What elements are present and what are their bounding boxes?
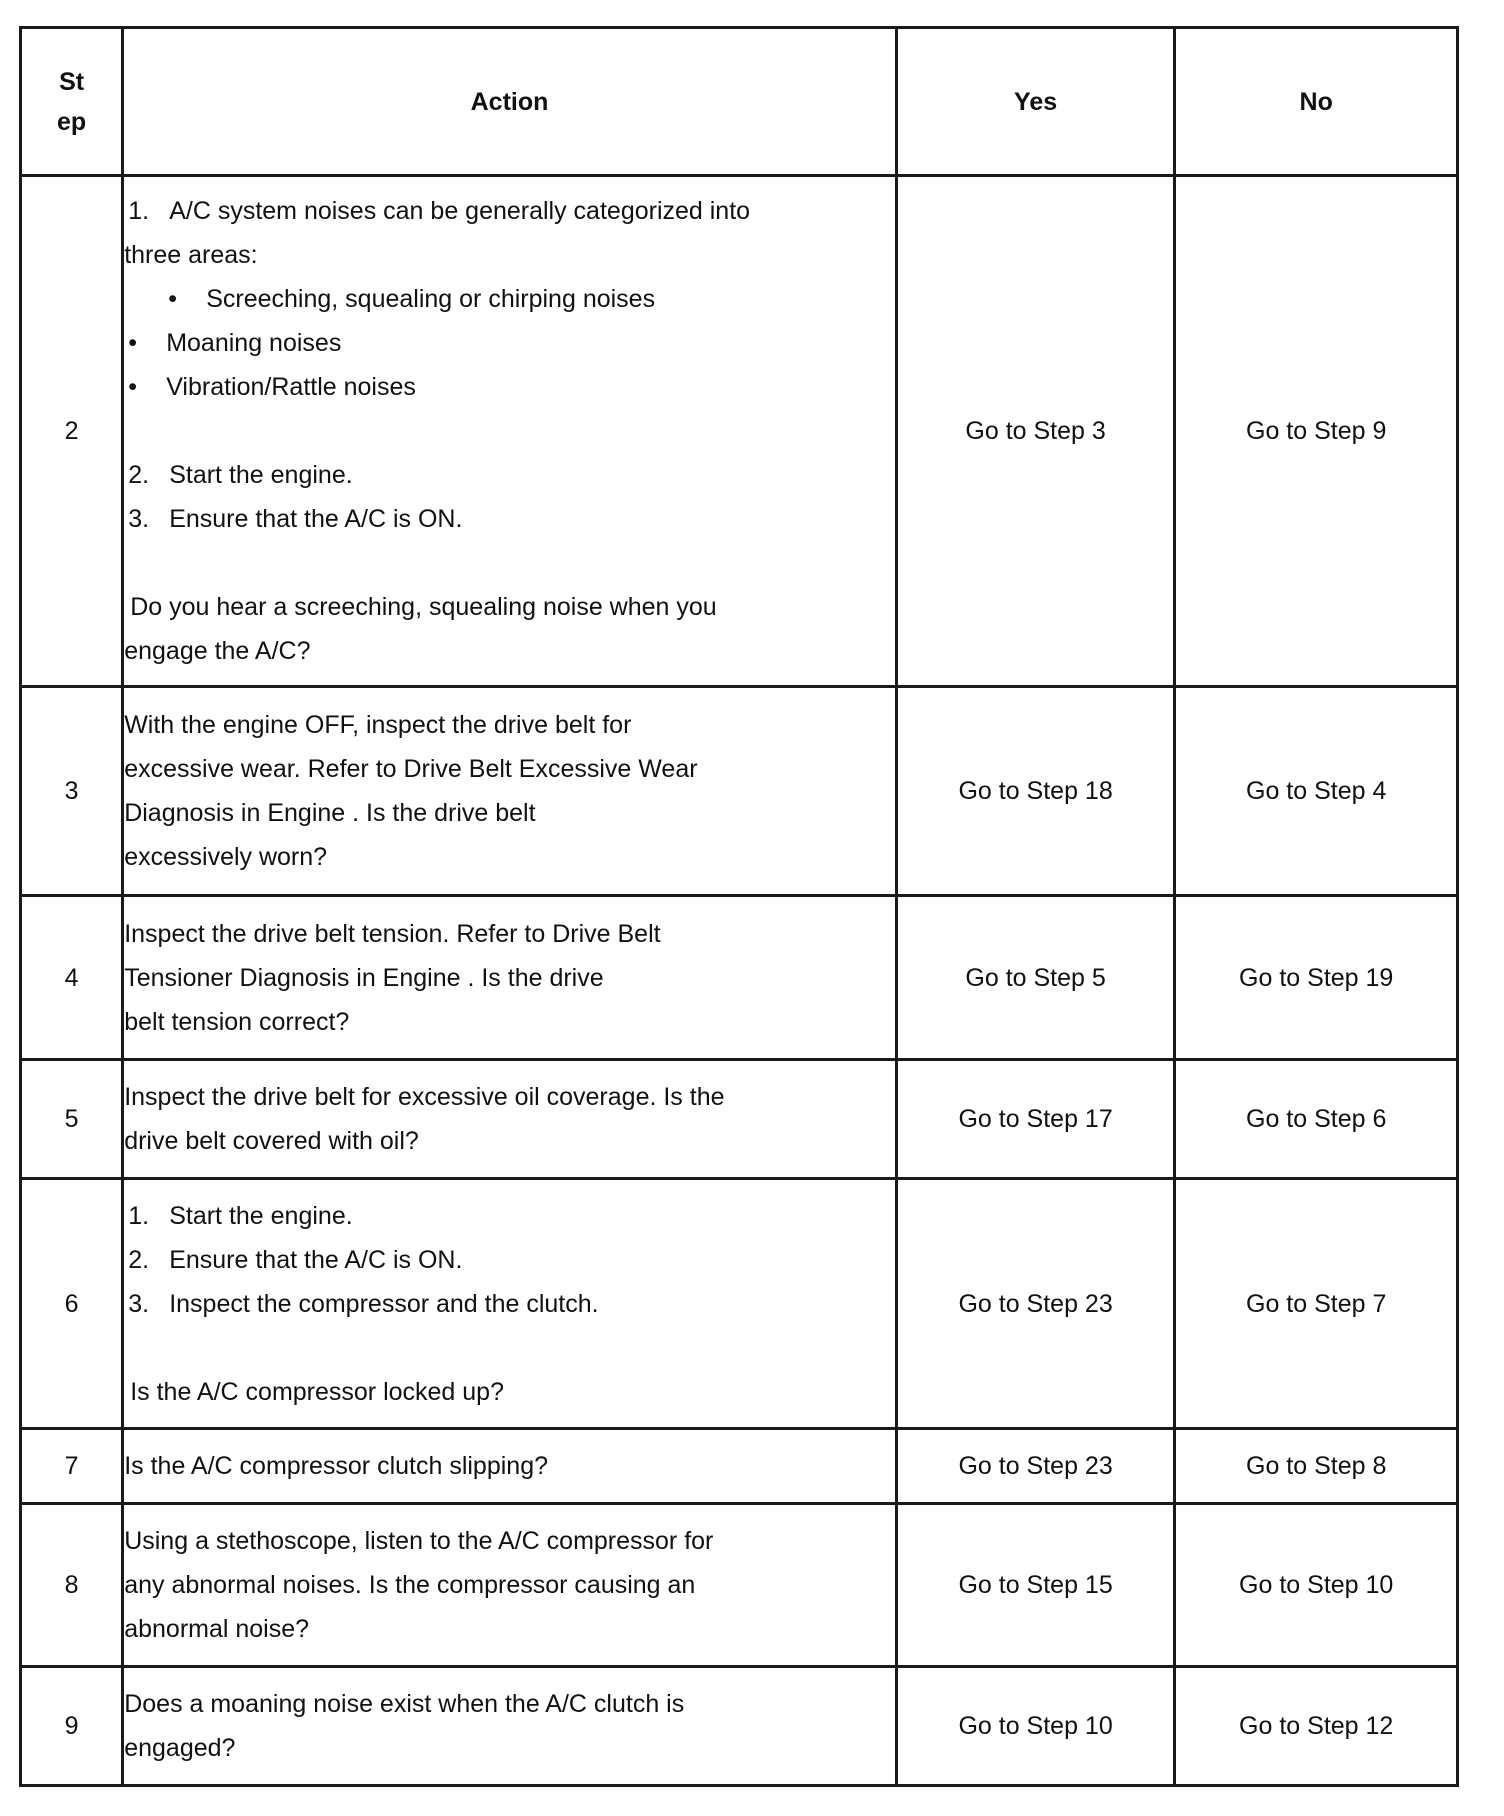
action-line: Diagnosis in Engine . Is the drive belt <box>124 799 536 827</box>
table-row-step-3 <box>21 687 1458 896</box>
question-text: Is the A/C compressor locked up? <box>130 1377 504 1406</box>
question-text: engage the A/C? <box>124 637 311 665</box>
header-action: Action <box>123 28 897 176</box>
table-row-step-5 <box>21 1060 1458 1179</box>
step-number: 3 <box>21 687 123 896</box>
list-item-continuation: three areas: <box>124 241 258 269</box>
list-item: 2. Start the engine. <box>128 461 353 489</box>
step-number: 9 <box>21 1667 123 1786</box>
no-cell: Go to Step 7 <box>1175 1179 1458 1429</box>
action-line: excessive wear. Refer to Drive Belt Excessive Wear <box>124 755 698 783</box>
header-step-line1: St <box>59 67 85 96</box>
action-cell <box>123 687 897 896</box>
action-cell <box>123 1504 897 1667</box>
action-line: engaged? <box>124 1734 236 1762</box>
step-number: 5 <box>21 1060 123 1179</box>
yes-cell: Go to Step 23 <box>896 1429 1175 1504</box>
action-line: Inspect the drive belt tension. Refer to Drive Belt <box>124 919 661 948</box>
no-cell: Go to Step 12 <box>1175 1667 1458 1786</box>
bullet-icon: • <box>128 329 137 357</box>
action-line: With the engine OFF, inspect the drive belt for <box>124 711 632 739</box>
action-line: excessively worn? <box>124 843 328 871</box>
action-line: drive belt covered with oil? <box>124 1127 419 1155</box>
yes-cell: Go to Step 15 <box>896 1504 1175 1667</box>
step-number: 8 <box>21 1504 123 1667</box>
table-row-step-7 <box>21 1429 1458 1504</box>
list-item: 3. Ensure that the A/C is ON. <box>128 505 463 533</box>
table-row-step-9 <box>21 1667 1458 1786</box>
no-cell: Go to Step 8 <box>1175 1429 1458 1504</box>
table-row-step-2 <box>21 176 1458 687</box>
step-number: 7 <box>21 1429 123 1504</box>
no-cell: Go to Step 9 <box>1175 176 1458 687</box>
action-cell <box>123 176 897 687</box>
header-step-line2: ep <box>57 107 87 136</box>
action-cell <box>123 896 897 1060</box>
bullet-item: • Screeching, squealing or chirping noises <box>124 277 895 321</box>
list-item: 3. Inspect the compressor and the clutch. <box>128 1289 599 1318</box>
header-no: No <box>1175 28 1458 176</box>
list-item: 1. Start the engine. <box>128 1201 353 1230</box>
action-cell <box>123 1179 897 1429</box>
bullet-icon: • <box>168 285 177 313</box>
header-row <box>21 28 1458 176</box>
action-line: Inspect the drive belt for excessive oil coverage. Is the <box>124 1083 725 1111</box>
no-cell: Go to Step 10 <box>1175 1504 1458 1667</box>
action-cell <box>123 1060 897 1179</box>
no-cell: Go to Step 6 <box>1175 1060 1458 1179</box>
action-line: Does a moaning noise exist when the A/C clutch is <box>124 1690 685 1718</box>
yes-cell: Go to Step 3 <box>896 176 1175 687</box>
question-text: Do you hear a screeching, squealing noise when you <box>130 593 717 621</box>
action-line: any abnormal noises. Is the compressor causing an <box>124 1571 696 1599</box>
step-number: 4 <box>21 896 123 1060</box>
table-row-step-8 <box>21 1504 1458 1667</box>
action-line: belt tension correct? <box>124 1007 350 1036</box>
list-item: 1. A/C system noises can be generally categorized into <box>128 197 751 225</box>
table-header <box>21 28 1458 176</box>
list-item: 2. Ensure that the A/C is ON. <box>128 1245 463 1274</box>
yes-cell: Go to Step 5 <box>896 896 1175 1060</box>
action-cell <box>123 1667 897 1786</box>
bullet-icon: • <box>128 373 137 401</box>
yes-cell: Go to Step 18 <box>896 687 1175 896</box>
action-line: Using a stethoscope, listen to the A/C compressor for <box>124 1527 714 1555</box>
table-row-step-4 <box>21 896 1458 1060</box>
no-cell: Go to Step 4 <box>1175 687 1458 896</box>
yes-cell: Go to Step 17 <box>896 1060 1175 1179</box>
table-row-step-6 <box>21 1179 1458 1429</box>
diagnostic-table <box>19 26 1459 1787</box>
header-yes: Yes <box>896 28 1175 176</box>
action-line: abnormal noise? <box>124 1615 310 1643</box>
yes-cell: Go to Step 10 <box>896 1667 1175 1786</box>
step-number: 6 <box>21 1179 123 1429</box>
header-step <box>21 28 123 176</box>
step-number: 2 <box>21 176 123 687</box>
no-cell: Go to Step 19 <box>1175 896 1458 1060</box>
action-line: Is the A/C compressor clutch slipping? <box>124 1452 549 1480</box>
action-line: Tensioner Diagnosis in Engine . Is the drive <box>124 963 604 992</box>
yes-cell: Go to Step 23 <box>896 1179 1175 1429</box>
action-cell <box>123 1429 897 1504</box>
bullet-item: • Moaning noises <box>124 321 895 365</box>
bullet-item: • Vibration/Rattle noises <box>124 365 895 409</box>
